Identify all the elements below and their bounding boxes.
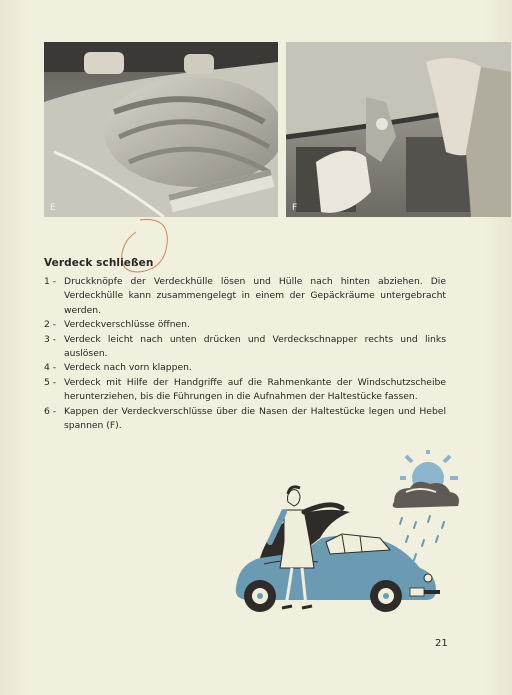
step-number: 1 - bbox=[44, 276, 57, 287]
photo-label: E bbox=[50, 203, 56, 213]
photo-f bbox=[286, 42, 511, 217]
step-text: Verdeck mit Hilfe der Handgriffe auf die Rahmenkante der Windschutzscheibe herunterziehen, bis die Führungen in die Aufnahmen der Haltestücke fassen. bbox=[64, 376, 446, 403]
rain-icon bbox=[400, 516, 444, 560]
step-text: Verdeck nach vorn klappen. bbox=[64, 362, 192, 374]
step-number: 5 - bbox=[44, 376, 57, 388]
photo-e-image bbox=[44, 42, 278, 217]
list-item bbox=[44, 361, 446, 375]
list-item bbox=[44, 333, 446, 362]
step-number: 6 - bbox=[44, 405, 57, 417]
list-item bbox=[44, 376, 446, 405]
list-item bbox=[44, 275, 446, 318]
step-number: 2 - bbox=[44, 319, 57, 331]
convertible-car-illustration bbox=[230, 450, 470, 620]
step-text: Verdeckverschlüsse öffnen. bbox=[64, 319, 190, 331]
list-item bbox=[44, 318, 446, 332]
step-number: 3 - bbox=[44, 333, 57, 345]
list-item bbox=[44, 405, 446, 434]
page-number: 21 bbox=[435, 638, 448, 649]
step-number: 4 - bbox=[44, 362, 57, 374]
step-text: Kappen der Verdeckverschlüsse über die Nasen der Haltestücke legen und Hebel spannen (F). bbox=[64, 405, 446, 432]
instruction-list bbox=[44, 275, 446, 433]
photo-f-image bbox=[286, 42, 511, 217]
photo-e bbox=[44, 42, 278, 217]
step-text: Druckknöpfe der Verdeckhülle lösen und Hülle nach hinten abziehen. Die Verdeckhülle kann zusammengelegt in einem der Gepäckräume untergebracht werden. bbox=[64, 276, 446, 316]
step-text: Verdeck leicht nach unten drücken und Verdeckschnapper rechts und links auslösen. bbox=[64, 333, 446, 360]
photo-label: F bbox=[292, 203, 298, 213]
section-heading: Verdeck schließen bbox=[44, 257, 154, 269]
